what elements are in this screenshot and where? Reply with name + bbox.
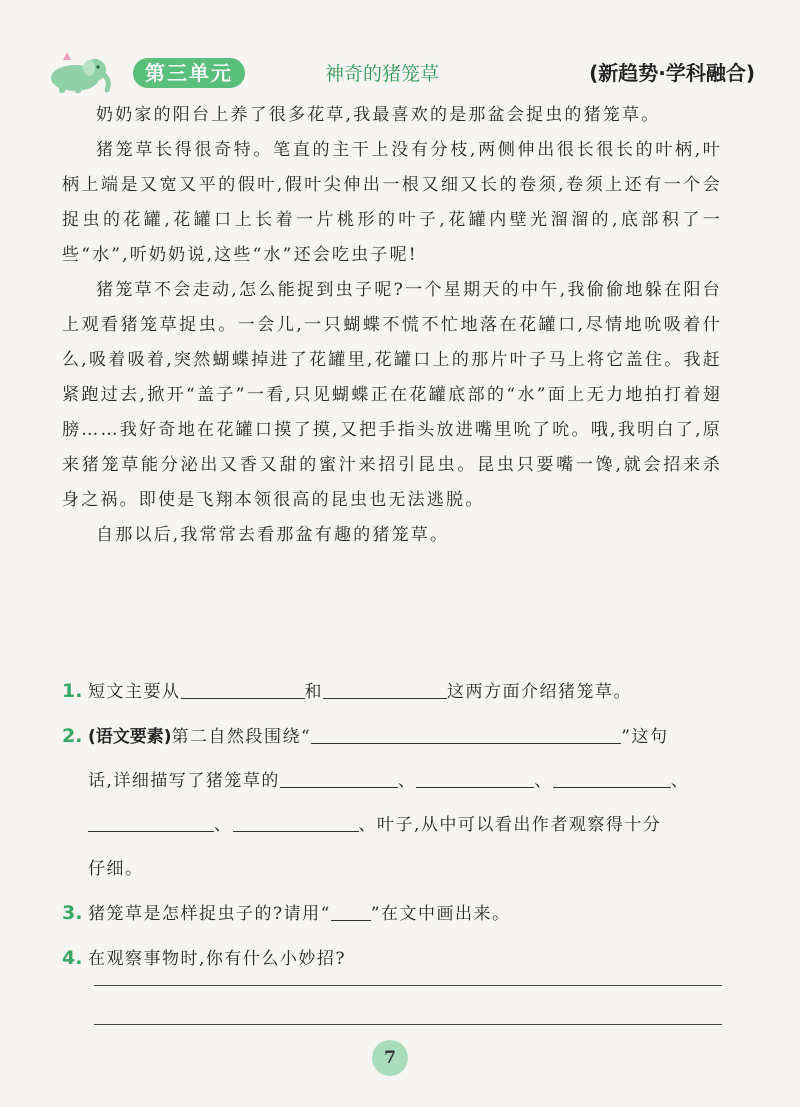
question-2-line-2: [62, 759, 722, 803]
separator: 、: [214, 815, 233, 835]
page-title: 神奇的猪笼草: [325, 63, 440, 85]
question-text: 仔细。: [88, 859, 144, 879]
paragraph: 奶奶家的阳台上养了很多花草,我最喜欢的是那盆会捉虫的猪笼草。: [96, 105, 661, 125]
page-header: [45, 48, 755, 94]
answer-blank[interactable]: [323, 672, 447, 699]
question-3: [62, 891, 722, 936]
question-text: 猪笼草是怎样捉虫子的?请用“: [88, 904, 331, 924]
answer-blank[interactable]: [416, 761, 534, 788]
skill-tag: (语文要素): [88, 727, 172, 747]
question-4: [62, 936, 722, 981]
separator: 、: [397, 771, 417, 791]
question-text: 话,详细描写了猪笼草的: [88, 771, 280, 791]
question-text: 短文主要从: [88, 682, 181, 702]
answer-blank[interactable]: [181, 672, 305, 699]
page-number: 7: [372, 1040, 408, 1076]
answer-blank[interactable]: [233, 805, 359, 832]
question-number: 1.: [62, 680, 83, 702]
paragraph: 猪笼草长得很奇特。笔直的主干上没有分枝,两侧伸出很长很长的叶柄,叶柄上端是又宽又平的假叶,假叶尖伸出一根又细又长的卷须,卷须上还有一个会捉虫的花罐,花罐口上长着一片桃形的叶子,花罐内壁光溜溜的,底部积了一些“水”,听奶奶说,这些“水”还会吃虫子呢!: [62, 140, 722, 265]
question-2-line-3: [62, 803, 722, 847]
underline-mark: [331, 894, 371, 921]
answer-line[interactable]: [94, 985, 722, 986]
question-text: 这两方面介绍猪笼草。: [447, 682, 632, 702]
answer-blank[interactable]: [88, 805, 214, 832]
question-number: 4.: [62, 947, 83, 969]
question-number: 3.: [62, 902, 83, 924]
question-1: [62, 669, 722, 714]
question-text: 和: [304, 682, 323, 702]
elephant-icon: [45, 48, 115, 94]
answer-blank[interactable]: [280, 761, 398, 788]
unit-badge: 第三单元: [133, 58, 245, 88]
separator: 、: [534, 771, 553, 791]
reading-passage: [62, 98, 722, 553]
question-2: [62, 714, 722, 759]
question-text: ”这句: [621, 727, 669, 747]
question-2-line-4: [62, 847, 722, 891]
answer-blank[interactable]: [311, 717, 621, 744]
separator: 、: [670, 771, 690, 791]
answer-blank[interactable]: [553, 761, 671, 788]
paragraph: 猪笼草不会走动,怎么能捉到虫子呢?一个星期天的中午,我偷偷地躲在阳台上观看猪笼草捉虫。一会儿,一只蝴蝶不慌不忙地落在花罐口,尽情地吮吸着什么,吸着吸着,突然蝴蝶掉进了花罐里,花罐口上的那片叶子马上将它盖住。我赶紧跑过去,掀开“盖子”一看,只见蝴蝶正在花罐底部的“水”面上无力地拍打着翅膀……我好奇地在花罐口摸了摸,又把手指头放进嘴里吮了吮。哦,我明白了,原来猪笼草能分泌出又香又甜的蜜汁来招引昆虫。昆虫只要嘴一馋,就会招来杀身之祸。即使是飞翔本领很高的昆虫也无法逃脱。: [62, 280, 722, 510]
paragraph: 自那以后,我常常去看那盆有趣的猪笼草。: [96, 525, 450, 545]
question-list: [62, 669, 722, 981]
question-text: 、叶子,从中可以看出作者观察得十分: [358, 815, 662, 835]
series-tag: (新趋势·学科融合): [589, 61, 755, 85]
answer-line[interactable]: [94, 1024, 722, 1025]
question-text: ”在文中画出来。: [370, 904, 511, 924]
question-number: 2.: [62, 725, 83, 747]
question-text: 在观察事物时,你有什么小妙招?: [88, 949, 347, 969]
question-text: 第二自然段围绕“: [171, 727, 312, 747]
